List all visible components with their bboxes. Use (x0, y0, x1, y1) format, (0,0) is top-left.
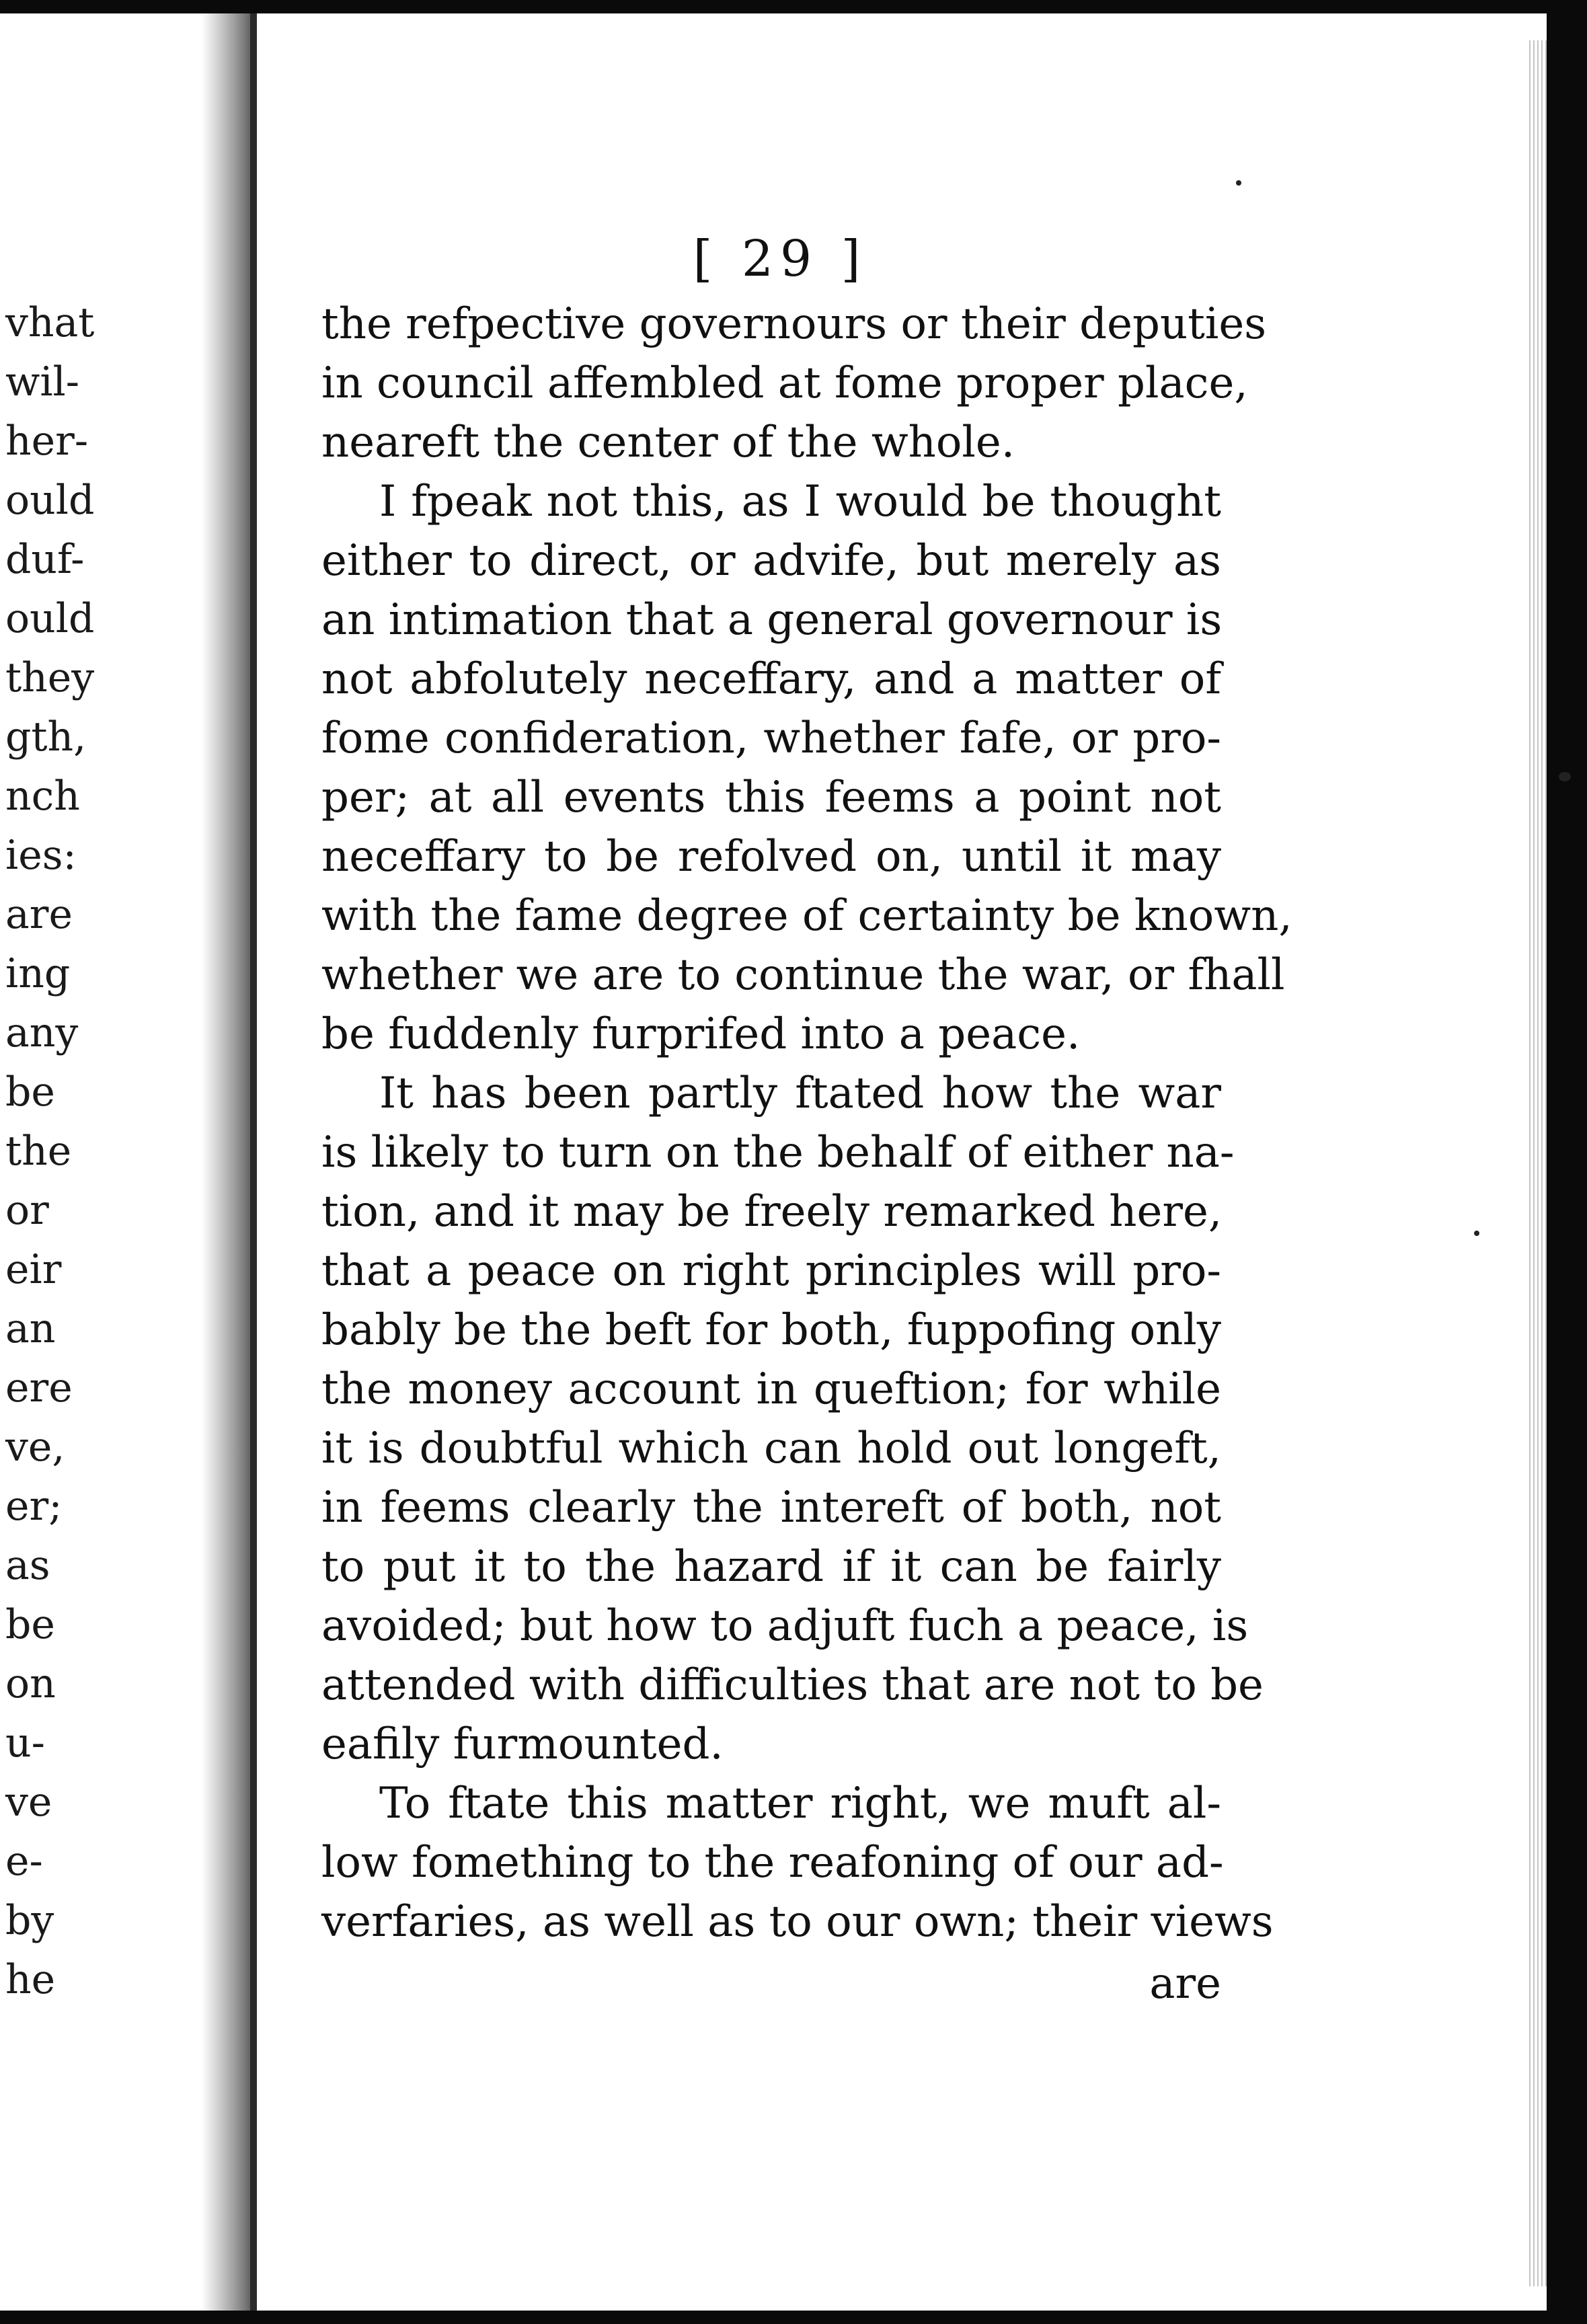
text-line: tion, and it may be freely remarked here, (321, 1187, 1223, 1237)
text-line: attended with difficulties that are not to be (321, 1660, 1264, 1710)
text-line: the refpective governours or their deputies (321, 299, 1267, 349)
text-line: an intimation that a general governour is (321, 595, 1223, 645)
scan-border-right (1547, 0, 1587, 2324)
margin-fragment: u- (5, 1719, 45, 1767)
margin-fragment: ould (5, 595, 95, 642)
margin-fragment: they (5, 654, 95, 701)
margin-fragment: gth, (5, 713, 87, 761)
margin-fragment: an (5, 1305, 56, 1352)
margin-fragment: any (5, 1009, 79, 1056)
page-stack-edge (1526, 40, 1547, 2286)
margin-fragment: be (5, 1601, 55, 1648)
gutter-edge (250, 13, 257, 2311)
text-line: low fomething to the reafoning of our ad- (321, 1838, 1224, 1888)
book-gutter-shadow (202, 13, 256, 2311)
page-number: [ 29 ] (693, 230, 867, 288)
text-line: in council affembled at fome proper place, (321, 358, 1248, 408)
text-line: fome confideration, whether fafe, or pro- (321, 713, 1221, 763)
margin-fragment: on (5, 1660, 56, 1707)
text-line: bably be the beft for both, fuppofing only (321, 1305, 1221, 1355)
text-line: the money account in queftion; for while (321, 1364, 1221, 1414)
catchword: are (1149, 1959, 1221, 2009)
margin-fragment: duf- (5, 536, 85, 583)
margin-fragment: or (5, 1187, 49, 1234)
text-line: be fuddenly furprifed into a peace. (321, 1009, 1081, 1059)
text-line: either to direct, or advife, but merely as (321, 536, 1221, 586)
paragraph-first-line: To ftate this matter right, we muft al- (379, 1779, 1221, 1828)
scan-border-bottom (0, 2311, 1587, 2324)
margin-fragment: the (5, 1128, 72, 1175)
paragraph-first-line: I fpeak not this, as I would be thought (379, 477, 1221, 527)
text-line: with the fame degree of certainty be known, (321, 891, 1292, 941)
left-page-fragment (0, 13, 202, 2311)
margin-fragment: her- (5, 418, 89, 465)
ink-speck (1559, 772, 1571, 781)
text-line: not abfolutely neceffary, and a matter of (321, 654, 1221, 704)
margin-fragment: er; (5, 1483, 63, 1530)
margin-fragment: ere (5, 1364, 73, 1411)
text-line: per; at all events this feems a point not (321, 773, 1221, 822)
margin-fragment: ing (5, 950, 71, 997)
margin-fragment: vhat (5, 299, 95, 346)
text-line: is likely to turn on the behalf of either na- (321, 1128, 1235, 1177)
text-line: in feems clearly the intereft of both, not (321, 1483, 1221, 1533)
margin-fragment: by (5, 1897, 54, 1944)
margin-fragment: ies: (5, 832, 77, 879)
text-line: neareft the center of the whole. (321, 418, 1015, 467)
margin-fragment: e- (5, 1838, 43, 1885)
text-line: avoided; but how to adjuft fuch a peace, is (321, 1601, 1249, 1651)
margin-fragment: ould (5, 477, 95, 524)
margin-fragment: eir (5, 1246, 62, 1293)
text-line: neceffary to be refolved on, until it may (321, 832, 1221, 882)
margin-fragment: ve (5, 1779, 52, 1826)
margin-fragment: he (5, 1956, 56, 2003)
text-line: to put it to the hazard if it can be fairly (321, 1542, 1221, 1592)
margin-fragment: wil- (5, 358, 80, 405)
text-line: eafily furmounted. (321, 1719, 724, 1769)
margin-fragment: be (5, 1069, 55, 1116)
paragraph-first-line: It has been partly ftated how the war (379, 1069, 1221, 1118)
body-text (321, 295, 1292, 1951)
margin-fragment: as (5, 1542, 50, 1589)
margin-fragment: are (5, 891, 73, 938)
text-line: it is doubtful which can hold out longeft, (321, 1424, 1221, 1473)
scan-border-top (0, 0, 1587, 13)
margin-fragment: ve, (5, 1424, 65, 1471)
margin-fragment: nch (5, 773, 80, 820)
ink-speck (1474, 1231, 1479, 1236)
text-line: that a peace on right principles will pro- (321, 1246, 1221, 1296)
ink-speck (1236, 180, 1241, 186)
text-line: whether we are to continue the war, or fhall (321, 950, 1285, 1000)
text-line: verfaries, as well as to our own; their views (321, 1897, 1274, 1947)
